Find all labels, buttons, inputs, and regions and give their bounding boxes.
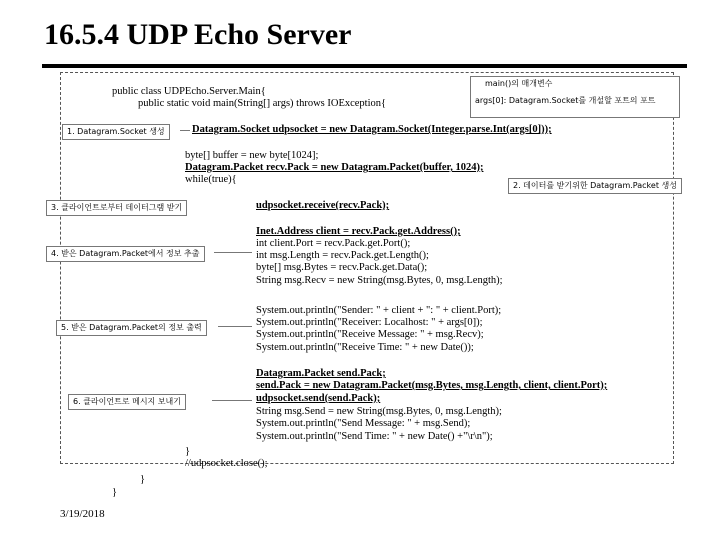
msg-bytes: byte[] msg.Bytes = recv.Pack.get.Data();	[256, 262, 428, 273]
send-packet-declaration: Datagram.Packet send.Pack;	[256, 368, 386, 379]
note-print-info: 5. 받은 Datagram.Packet의 정보 출력	[56, 320, 207, 336]
send-call: udpsocket.send(send.Pack);	[256, 393, 381, 404]
note-create-packet: 2. 데이터를 받기위한 Datagram.Packet 생성	[508, 178, 682, 194]
title-rule	[42, 64, 687, 68]
print-receive-message: System.out.println("Receive Message: " + msg.Recv);	[256, 329, 484, 340]
print-receiver: System.out.println("Receiver: Localhost: " + args[0]);	[256, 317, 483, 328]
main-args-label: main()의 매개변수	[485, 79, 553, 88]
class-declaration: public class UDPEcho.Server.Main{	[112, 86, 266, 97]
args0-label: args[0]: Datagram.Socket를 개설할 포트의 포트	[475, 96, 656, 105]
send-packet-creation: send.Pack = new Datagram.Packet(msg.Bytes, msg.Length, client, client.Port);	[256, 380, 608, 391]
main-args-note	[470, 76, 680, 118]
client-address: Inet.Address client = recv.Pack.get.Address();	[256, 226, 461, 237]
class-close: }	[112, 487, 118, 498]
note-extract-info: 4. 받은 Datagram.Packet에서 정보 추출	[46, 246, 205, 262]
while-loop-close: }	[185, 446, 191, 457]
main-declaration: public static void main(String[] args) throws IOException{	[138, 98, 387, 109]
connector-4	[214, 252, 252, 253]
client-port: int client.Port = recv.Pack.get.Port();	[256, 238, 411, 249]
slide-title: 16.5.4 UDP Echo Server	[44, 18, 352, 51]
note-receive-datagram: 3. 클라이언트로부터 데이터그램 받기	[46, 200, 187, 216]
print-receive-time: System.out.println("Receive Time: " + new Date());	[256, 342, 474, 353]
msg-length: int msg.Length = recv.Pack.get.Length();	[256, 250, 429, 261]
print-send-message: System.out.println("Send Message: " + msg.Send);	[256, 418, 471, 429]
connector-6	[212, 400, 252, 401]
connector-5	[218, 326, 252, 327]
msg-recv: String msg.Recv = new String(msg.Bytes, 0, msg.Length);	[256, 275, 503, 286]
while-loop-open: while(true){	[185, 174, 237, 185]
connector-1	[180, 130, 190, 131]
msg-send: String msg.Send = new String(msg.Bytes, 0, msg.Length);	[256, 406, 502, 417]
socket-creation: Datagram.Socket udpsocket = new Datagram.Socket(Integer.parse.Int(args[0]));	[192, 124, 552, 135]
recv-packet-creation: Datagram.Packet recv.Pack = new Datagram.Packet(buffer, 1024);	[185, 162, 484, 173]
slide-date: 3/19/2018	[60, 508, 105, 520]
print-send-time: System.out.println("Send Time: " + new Date() +"\r\n");	[256, 431, 493, 442]
note-send-message: 6. 클라이언트로 메시지 보내기	[68, 394, 186, 410]
receive-call: udpsocket.receive(recv.Pack);	[256, 200, 390, 211]
socket-close-comment: //udpsocket.close();	[185, 458, 268, 469]
print-sender: System.out.println("Sender: " + client + ": " + client.Port);	[256, 305, 502, 316]
note-create-socket: 1. Datagram.Socket 생성	[62, 124, 170, 140]
main-close: }	[140, 474, 146, 485]
buffer-declaration: byte[] buffer = new byte[1024];	[185, 150, 319, 161]
